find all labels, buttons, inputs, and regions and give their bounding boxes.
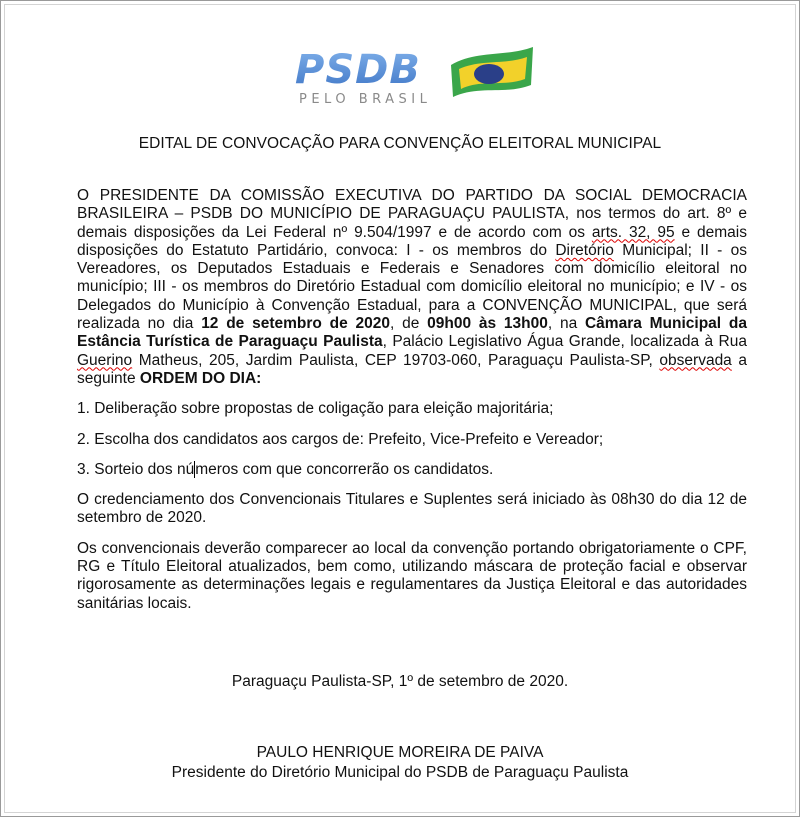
- intro-paragraph: O PRESIDENTE DA COMISSÃO EXECUTIVA DO PARTIDO DA SOCIAL DEMOCRACIA BRASILEIRA – PSDB DO MUNICÍPIO DE PARAGUAÇU PAULISTA, nos termos do art. 8º e demais disposições da Lei Federal nº 9.504/1997 e de acordo com os arts. 32, 95 e demais disposições do Estatuto Partidário, convoca: I - os membros do Diretório Municipal; II - os Vereadores, os Deputados Estaduais e Federais e Senadores com domicílio eleitoral no município; III - os membros do Diretório Estadual com domicílio eleitoral no município; e IV - os Delegados do Município à Convenção Estadual, para a CONVENÇÃO MUNICIPAL, que será realizada no dia 12 de setembro de 2020, de 09h00 às 13h00, na Câmara Municipal da Estância Turística de Paraguaçu Paulista, Palácio Legislativo Água Grande, localizada à Rua Guerino Matheus, 205, Jardim Paulista, CEP 19703-060, Paraguaçu Paulista-SP, observada a seguinte ORDEM DO DIA:: [77, 187, 747, 387]
- agenda-item-2: 2. Escolha dos candidatos aos cargos de: Prefeito, Vice-Prefeito e Vereador;: [77, 430, 604, 448]
- agenda-item-3: 3. Sorteio dos números com que concorrerão os candidatos.: [77, 460, 494, 478]
- flag-globe-shape: [474, 64, 504, 84]
- convencionais-paragraph: Os convencionais deverão comparecer ao local da convenção portando obrigatoriamente o CPF, RG e Título Eleitoral atualizados, bem como, utilizando máscara de proteção facial e observar rigorosamente as determinações legais e regulamentares da Justiça Eleitoral e das autoridades sanitárias locais.: [77, 539, 747, 612]
- dateline: Paraguaçu Paulista-SP, 1º de setembro de 2020.: [231, 673, 569, 690]
- document-body: [77, 187, 747, 613]
- agenda-item-1: 1. Deliberação sobre propostas de coligação para eleição majoritária;: [77, 400, 554, 418]
- signature-block: [1, 743, 799, 783]
- spellcheck-arts: arts. 32, 95: [591, 223, 675, 241]
- spellcheck-observada: observada: [659, 351, 732, 369]
- spellcheck-diretorio: Diretório: [555, 241, 614, 259]
- convention-place: Câmara Municipal da Estância Turística de Paraguaçu Paulista: [77, 315, 747, 351]
- psdb-logo: [291, 45, 536, 107]
- ordem-do-dia-heading: ORDEM DO DIA:: [139, 369, 262, 387]
- convention-date: 12 de setembro de 2020: [201, 315, 391, 333]
- signatory-name: PAULO HENRIQUE MOREIRA DE PAIVA: [256, 744, 544, 761]
- credenciamento-paragraph: O credenciamento dos Convencionais Titulares e Suplentes será iniciado às 08h30 do dia 12 de setembro de 2020.: [77, 491, 747, 527]
- document-title: EDITAL DE CONVOCAÇÃO PARA CONVENÇÃO ELEITORAL MUNICIPAL: [138, 135, 662, 152]
- convention-time: 09h00 às 13h00: [427, 315, 548, 333]
- spellcheck-guerino: Guerino: [77, 351, 133, 369]
- signatory-role: Presidente do Diretório Municipal do PSDB de Paraguaçu Paulista: [171, 764, 629, 781]
- logo-brand-text: PSDB: [295, 47, 421, 93]
- logo-tagline-text: PELO BRASIL: [299, 92, 432, 107]
